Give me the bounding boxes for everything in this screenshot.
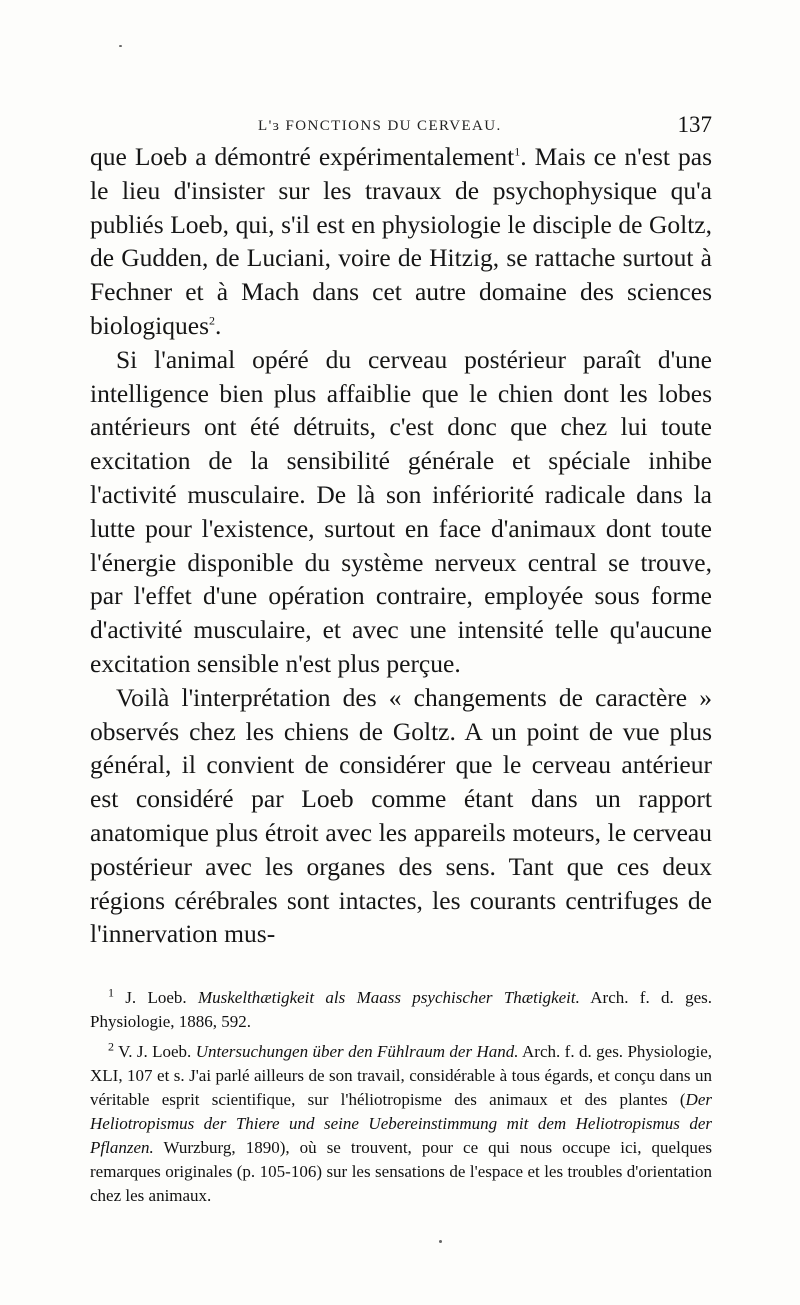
paragraph-3: Voilà l'interprétation des « changements de caractère » observés chez les chiens de Goltz. A un point de vue plus général, il convient de considérer que le cerveau antérieur est considéré par Loeb comme étant dans un rapport anatomique plus étroit avec les appareils moteurs, le cerveau postérieur avec les organes des sens. Tant que ces deux régions cérébrales sont intactes, les courants centrifuges de l'innervation mus- — [90, 682, 712, 949]
paragraph-2: Si l'animal opéré du cerveau postérieur paraît d'une intelligence bien plus affaiblie que le chien dont les lobes antérieurs ont été détruits, c'est donc que chez lui toute excitation de la sensibilité générale et spéciale inhibe l'activité musculaire. De là son infériorité radicale dans la lutte pour l'existence, surtout en face d'animaux dont toute l'énergie disponible du système nerveux central se trouve, par l'effet d'une opération contraire, employée sous forme d'activité musculaire, et avec une intensité telle qu'aucune excitation sensible n'est plus perçue. — [90, 344, 712, 678]
footnote-1-mark: 1 — [108, 985, 114, 1000]
footnote-1 — [90, 986, 712, 1034]
page-header — [0, 112, 800, 142]
paragraph-1-start: que Loeb a démontré expérimentalement — [90, 142, 515, 171]
footnote-2-author: V. J. Loeb. — [114, 1042, 196, 1061]
footnote-ref-2: 2 — [209, 313, 215, 328]
footnote-2-title-2: Der Heliotropismus der Thiere und seine Uebereinstimmung mit dem Heliotropismus der Pflanzen. — [90, 1090, 712, 1157]
footnote-1-title: Muskelthætigkeit als Maass psychischer Thætigkeit. — [197, 988, 580, 1007]
footnote-1-author: J. Loeb. — [114, 988, 198, 1007]
footnote-2-mark: 2 — [108, 1039, 114, 1054]
footnote-2-title: Untersuchungen über den Fühlraum der Hand. — [195, 1042, 519, 1061]
footnote-2-text: Arch. f. d. ges. Physiologie, XLI, 107 et s. J'ai parlé ailleurs de son travail, considérable à tous égards, et conçu dans un véritable esprit scientifique, sur l'héliotropisme des animaux et des plantes ( — [90, 1042, 713, 1109]
body-text — [90, 140, 712, 951]
page-number: 137 — [677, 112, 712, 137]
paragraph-1 — [90, 140, 712, 343]
print-speck — [119, 45, 122, 47]
paragraph-1-middle: . Mais ce n'est pas le lieu d'insister sur les travaux de psychophysique qu'a publiés Loeb, qui, s'il est en physiologie le disciple de Goltz, de Gudden, de Luciani, voire de Hitzig, se rattache surtout à Fechner et à Mach dans cet autre domaine des sciences biologiques — [90, 142, 712, 340]
print-speck — [439, 1240, 442, 1243]
footnote-2-source: Wurzburg, 1890), où se trouvent, pour ce qui nous occupe ici, quelques remarques originales (p. 105-106) sur les sensations de l'espace et les troubles d'orientation chez les animaux. — [90, 1138, 712, 1205]
paragraph-1-end: . — [215, 310, 222, 340]
footnote-ref-1: 1 — [514, 144, 521, 159]
footnote-1-source: Arch. f. d. ges. Physiologie, 1886, 592. — [90, 988, 713, 1031]
footnotes — [90, 986, 712, 1210]
running-head: L'ɜ FONCTIONS DU CERVEAU. — [258, 118, 502, 134]
footnote-2 — [90, 1040, 712, 1208]
